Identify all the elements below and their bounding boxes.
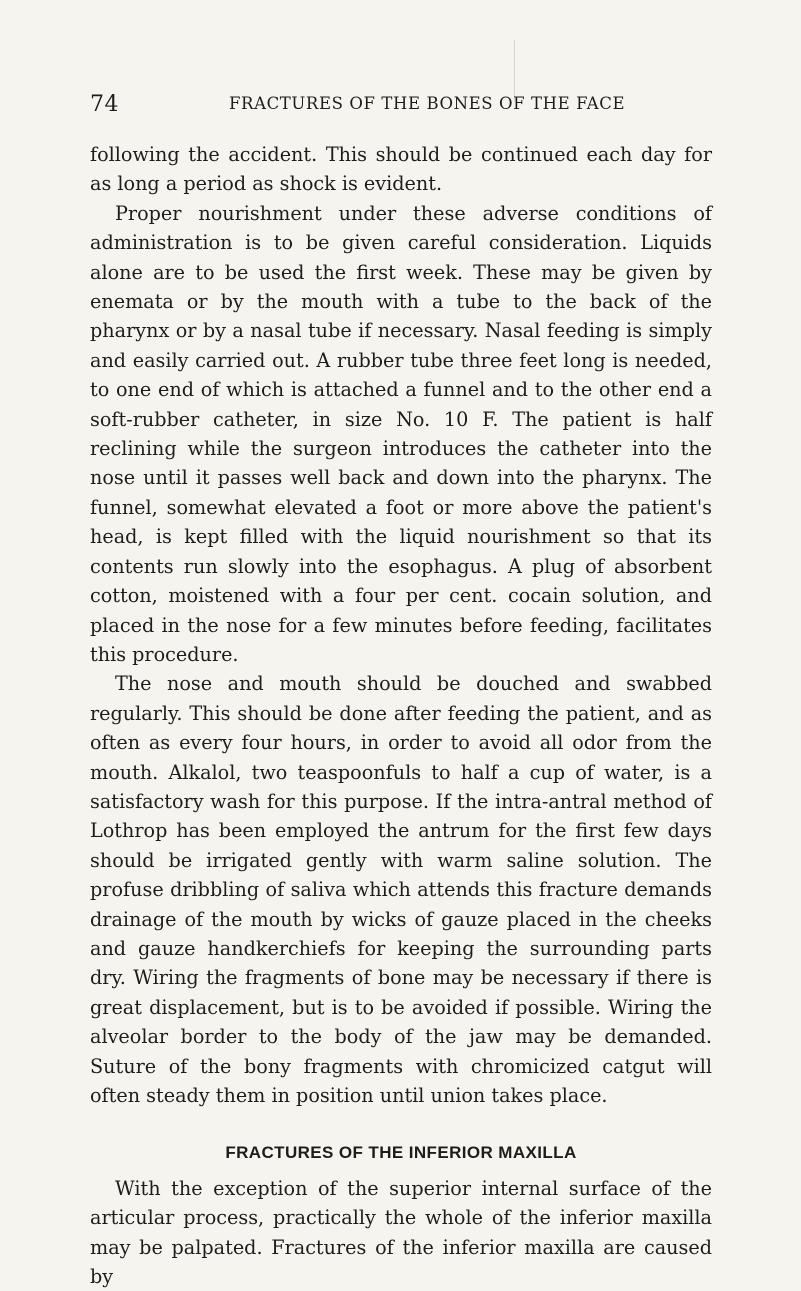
running-title: FRACTURES OF THE BONES OF THE FACE xyxy=(229,94,626,113)
body-text xyxy=(90,140,712,1291)
running-header xyxy=(90,92,730,118)
page-number: 74 xyxy=(90,92,119,117)
paragraph-continued: following the accident. This should be continued each day for as long a period as shock is evident. xyxy=(90,143,712,196)
paragraph-douching: The nose and mouth should be douched and swabbed regularly. This should be done after feeding the patient, and as often as every four hours, in order to avoid all odor from the mouth. Alkalol, two teaspoonfuls to half a cup of water, is a satisfactory wash for this purpose. If the intra-antral method of Lothrop has been employed the antrum for the first few days should be irrigated gently with warm saline solution. The profuse dribbling of saliva which attends this fracture demands drainage of the mouth by wicks of gauze placed in the cheeks and gauze handkerchiefs for keeping the surrounding parts dry. Wiring the fragments of bone may be necessary if there is great displacement, but is to be avoided if possible. Wiring the alveolar border to the body of the jaw may be demanded. Suture of the bony fragments with chromicized catgut will often steady them in position until union takes place. xyxy=(90,672,712,1107)
paragraph-nourishment: Proper nourishment under these adverse conditions of administration is to be given careful consideration. Liquids alone are to be used the first week. These may be given by enemata or by the mouth with a tube to the back of the pharynx or by a nasal tube if necessary. Nasal feeding is simply and easily carried out. A rubber tube three feet long is needed, to one end of which is attached a funnel and to the other end a soft-rubber catheter, in size No. 10 F. The patient is half reclining while the surgeon introduces the catheter into the nose until it passes well back and down into the pharynx. The funnel, somewhat elevated a foot or more above the patient's head, is kept filled with the liquid nourishment so that its contents run slowly into the esophagus. A plug of absorbent cotton, moistened with a four per cent. cocain solution, and placed in the nose for a few minutes before feeding, facilitates this procedure. xyxy=(90,201,712,666)
paragraph-inferior-maxilla: With the exception of the superior internal surface of the articular process, practically the whole of the inferior maxilla may be palpated. Fractures of the inferior maxilla are caused by xyxy=(90,1176,712,1289)
section-heading: FRACTURES OF THE INFERIOR MAXILLA xyxy=(225,1143,577,1163)
